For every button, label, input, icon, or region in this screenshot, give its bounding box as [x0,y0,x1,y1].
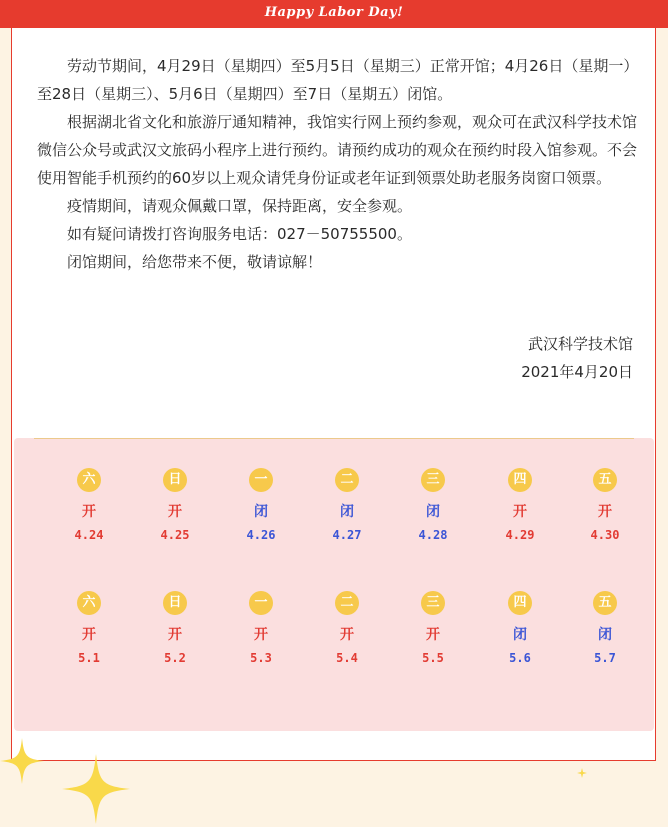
day-status: 开 [426,627,440,643]
calendar-day [495,591,545,666]
notice-paragraph: 疫情期间，请观众佩戴口罩，保持距离，安全参观。 [67,197,413,215]
day-status: 开 [340,627,354,643]
weekday-badge: 四 [508,468,532,492]
weekday-badge: 四 [508,591,532,615]
day-date: 5.2 [164,651,186,665]
day-date: 5.1 [78,651,100,665]
weekday-badge: 五 [593,468,617,492]
notice-paragraph: 闭馆期间，给您带来不便，敬请谅解！ [67,253,323,271]
day-status: 开 [513,504,527,520]
day-status: 闭 [513,627,527,643]
notice-paragraph: 如有疑问请拨打咨询服务电话：027－50755500。 [67,225,412,243]
calendar-day [64,591,114,666]
day-status: 闭 [598,627,612,643]
calendar-day [580,468,630,543]
sparkle-star-icon [577,768,587,778]
day-date: 4.25 [160,528,190,542]
weekday-badge: 二 [335,468,359,492]
calendar-day [580,591,630,666]
calendar-day [495,468,545,543]
sparkle-star-icon [62,754,130,824]
day-date: 5.6 [509,651,531,665]
calendar-day [150,591,200,666]
day-status: 开 [254,627,268,643]
notice-paragraph: 劳动节期间，4月29日（星期四）至5月5日（星期三）正常开馆；4月26日（星期一）至28日（星期三）、5月6日（星期四）至7日（星期五）闭馆。 [37,57,631,103]
notice-paragraph: 根据湖北省文化和旅游厅通知精神，我馆实行网上预约参观，观众可在武汉科学技术馆微信公众号或武汉文旅码小程序上进行预约。请预约成功的观众在预约时段入馆参观。不会使用智能手机预约的60岁以上观众请凭身份证或老年证到领票处助老服务岗窗口领票。 [37,113,638,187]
notice-card [11,28,656,761]
day-date: 4.29 [505,528,535,542]
day-status: 开 [82,627,96,643]
day-date: 4.26 [246,528,276,542]
signature: 武汉科学技术馆 [527,335,633,353]
day-status: 开 [168,627,182,643]
day-date: 5.7 [594,651,616,665]
calendar-day [322,591,372,666]
calendar-day [322,468,372,543]
weekday-badge: 日 [163,468,187,492]
weekday-badge: 二 [335,591,359,615]
signature-block [521,330,633,386]
day-date: 4.24 [74,528,104,542]
calendar-divider [34,438,634,439]
day-status: 闭 [254,504,268,520]
weekday-badge: 六 [77,468,101,492]
calendar-day [408,468,458,543]
day-status: 闭 [426,504,440,520]
day-date: 4.30 [590,528,620,542]
notice-body [37,52,637,276]
day-date: 4.27 [332,528,362,542]
weekday-badge: 一 [249,591,273,615]
notice-date: 2021年4月20日 [521,363,633,381]
day-date: 4.28 [418,528,448,542]
calendar-day [236,591,286,666]
weekday-badge: 六 [77,591,101,615]
day-status: 开 [168,504,182,520]
weekday-badge: 三 [421,591,445,615]
day-date: 5.5 [422,651,444,665]
day-date: 5.3 [250,651,272,665]
sparkle-star-icon [0,738,44,784]
day-status: 开 [82,504,96,520]
weekday-badge: 日 [163,591,187,615]
calendar-day [408,591,458,666]
calendar-day [150,468,200,543]
opening-calendar [14,438,654,731]
calendar-day [236,468,286,543]
calendar-day [64,468,114,543]
header-banner [0,0,668,28]
day-date: 5.4 [336,651,358,665]
weekday-badge: 三 [421,468,445,492]
weekday-badge: 五 [593,591,617,615]
day-status: 闭 [340,504,354,520]
banner-title: Happy Labor Day! [264,5,404,20]
day-status: 开 [598,504,612,520]
weekday-badge: 一 [249,468,273,492]
